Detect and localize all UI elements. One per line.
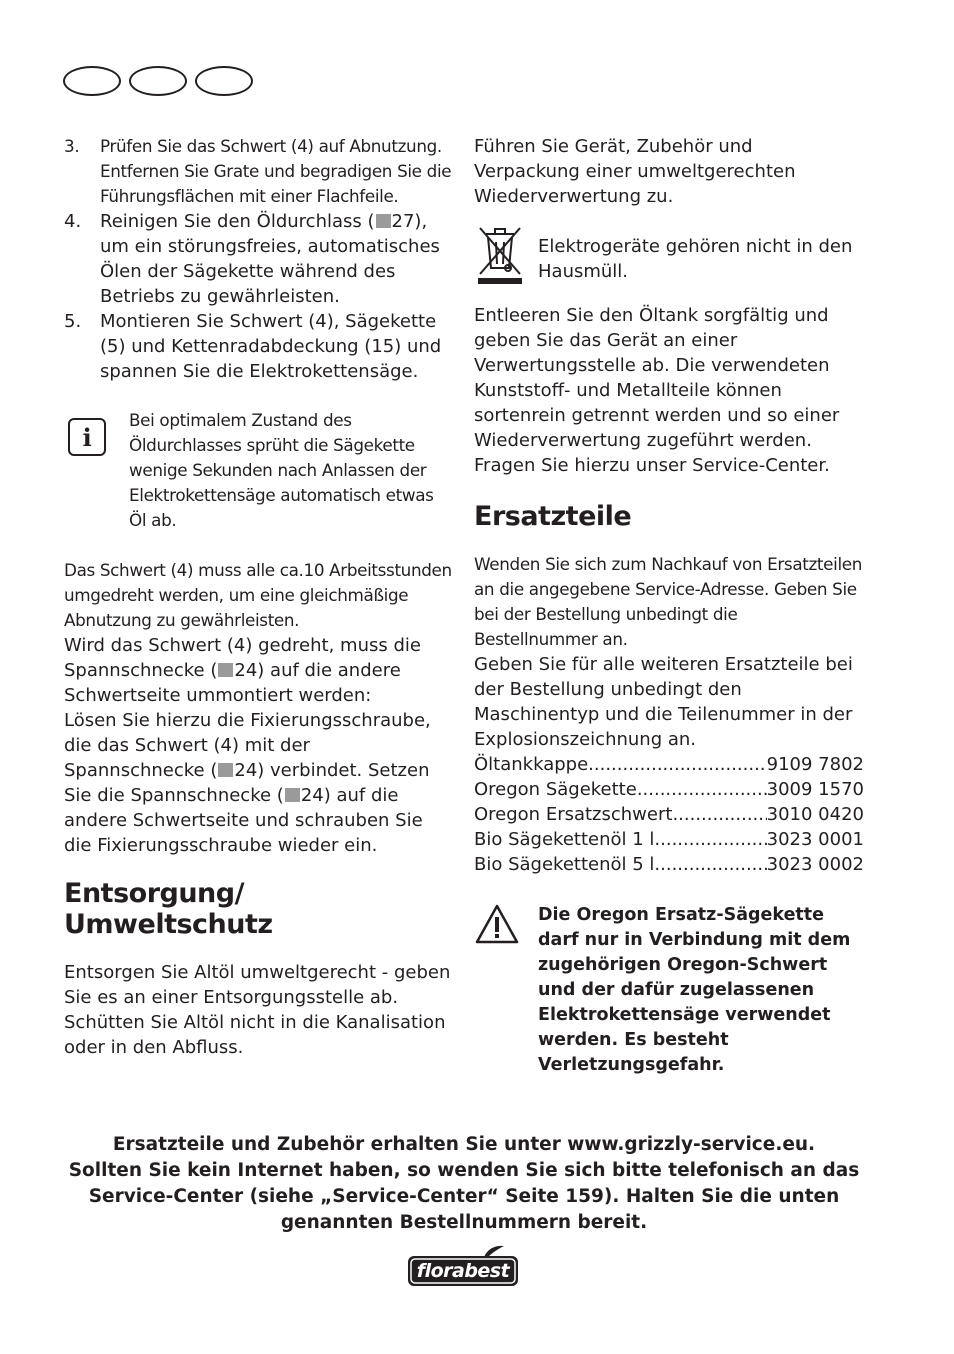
recycle-detail-text: Entleeren Sie den Öltank sorgfältig und geben Sie das Gerät an einer Verwertungsstelle ab. Die verwendeten Kunststoff- und Metallteile können sortenrein getrennt werden und so einer Wiederverwertung zugeführt werden. Fragen Sie hierzu unser Service-Center. [474,305,840,476]
info-note: i Bei optimalem Zustand des Öldurchlasses sprüht die Sägekette wenige Sekunden nach Anlassen der Elektrokettensäge automatisch etwas Öl ab. [64,408,452,533]
language-oval [129,66,187,96]
crossed-bin-icon [474,222,526,288]
maintenance-steps [64,134,452,384]
parts-list [474,752,864,877]
disposal-text: Entsorgen Sie Altöl umweltgerecht - geben Sie es an einer Entsorgungsstelle ab. Schütten Sie Altöl nicht in die Kanalisation oder in den Abfluss. [64,962,451,1058]
language-oval [195,66,253,96]
figure-ref-icon [218,763,233,777]
warning-triangle-icon [474,903,520,945]
paragraph: Wird das Schwert (4) gedreht, muss die Spannschnecke ( 24) auf die andere Schwertseite ummontiert werden: [64,635,421,706]
spare-parts-instructions: Geben Sie für alle weiteren Ersatzteile bei der Bestellung unbedingt den Maschinentyp und die Teilenummer in der Explosionszeichnung an. [474,654,853,750]
list-item: Bio Sägekettenöl 1 l ..... 3023 0001 [474,827,864,852]
section-heading-spare-parts: Ersatzteile [474,501,632,532]
weee-note: Elektrogeräte gehören nicht in den Hausmüll. [474,234,864,298]
warning-note: Die Oregon Ersatz-Sägekette darf nur in Verbindung mit dem zugehörigen Oregon-Schwert und der dafür zugelassenen Elektrokettensäge verwendet werden. Es besteht Verletzungsgefahr. [474,903,864,1078]
svg-text:florabest: florabest [416,1260,510,1282]
info-icon: i [68,418,106,456]
list-item: 5. Montieren Sie Schwert (4), Sägekette (5) und Kettenradabdeckung (15) und spannen Sie die Elektrokettensäge. [64,311,442,382]
left-column [64,134,452,1060]
figure-ref-icon [376,214,391,228]
language-indicator [63,66,263,100]
spare-parts-intro: Wenden Sie sich zum Nachkauf von Ersatzteilen an die angegebene Service-Adresse. Geben Sie bei der Bestellung unbedingt die Bestellnummer an. [474,554,863,649]
bar-turn-section: Das Schwert (4) muss alle ca.10 Arbeitsstunden umgedreht werden, um eine gleichmäßige Abnutzung zu gewährleisten. Wird das Schwert (4) gedreht, muss die Spannschnecke ( 24) auf die andere Schwertseite ummontiert werden: Lösen Sie hierzu die Fixierungsschraube, die das Schwert (4) mit der Spannschnecke ( 24) verbindet. Setzen Sie die Spannschnecke ( 24) auf die andere Schwertseite und schrauben Sie die Fixierungsschraube wieder ein. [64,560,452,856]
section-heading-disposal: Entsorgung/ Umweltschutz [64,878,273,940]
list-item: 3. Prüfen Sie das Schwert (4) auf Abnutzung. Entfernen Sie Grate und begradigen Sie die Führungsflächen mit einer Flachfeile. [64,136,452,206]
paragraph: Lösen Sie hierzu die Fixierungsschraube, die das Schwert (4) mit der Spannschnecke ( 24) verbindet. Setzen Sie die Spannschnecke ( 24) auf die andere Schwertseite und schrauben Sie die Fixierungsschraube wieder ein. [64,710,431,856]
right-column [474,134,864,1078]
list-item: 4. Reinigen Sie den Öldurchlass ( 27), um ein störungsfreies, automatisches Ölen der Sägekette während des Betriebs zu gewährleisten. [64,211,440,307]
figure-ref-icon [285,788,300,802]
list-item: Oregon Ersatzschwert ..... 3010 0420 [474,802,864,827]
list-item: Oregon Sägekette ..... 3009 1570 [474,777,864,802]
figure-ref-icon [218,663,233,677]
recycle-text: Führen Sie Gerät, Zubehör und Verpackung einer umweltgerechten Wiederverwertung zu. [474,136,796,207]
list-item: Öltankkappe ..... 9109 7802 [474,752,864,777]
list-item: Bio Sägekettenöl 5 l ..... 3023 0002 [474,852,864,877]
footer-notice: Ersatzteile und Zubehör erhalten Sie unter www.grizzly-service.eu. Sollten Sie kein Internet haben, so wenden Sie sich bitte telefonisch an das Service-Center (siehe „Service-Center“ Seite 159). Halten Sie die unten genannten Bestellnummern bereit. [68,1134,860,1233]
language-oval [63,66,121,96]
florabest-logo [406,1244,520,1288]
